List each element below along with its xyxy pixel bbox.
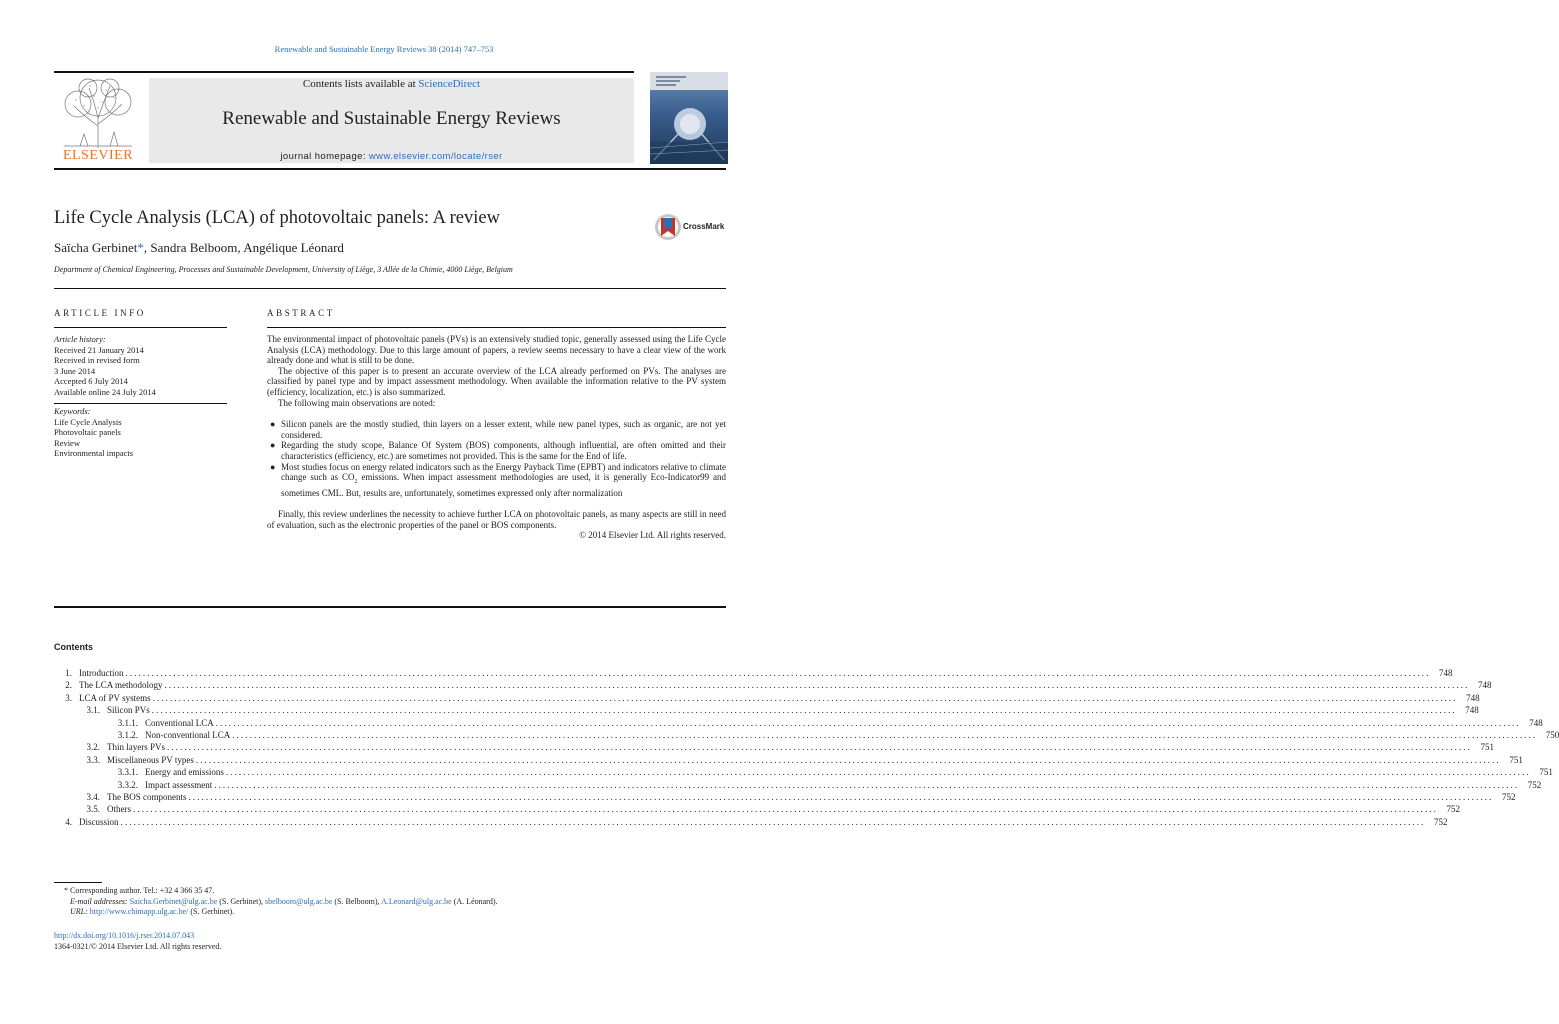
- toc-entry-page[interactable]: 748: [1465, 705, 1479, 716]
- abstract-body: [267, 334, 726, 541]
- abstract-bottom-rule: [54, 606, 726, 608]
- toc-entry-title[interactable]: Silicon PVs: [107, 705, 150, 716]
- elsevier-wordmark: ELSEVIER: [62, 148, 134, 163]
- keywords-rule: [54, 403, 227, 404]
- toc-entry-title[interactable]: Conventional LCA: [145, 717, 214, 728]
- crossmark-icon: [654, 212, 684, 242]
- copyright: © 2014 Elsevier Ltd. All rights reserved.: [579, 530, 726, 541]
- toc-entry-number: 2.: [65, 680, 72, 691]
- keyword: Photovoltaic panels: [54, 427, 121, 438]
- toc-entry-title[interactable]: Energy and emissions: [145, 767, 224, 778]
- doi-block: [54, 931, 221, 952]
- abstract-rule: [267, 327, 726, 328]
- list-item: [267, 462, 726, 499]
- email-link[interactable]: sbelboom@ulg.ac.be: [265, 896, 333, 906]
- author-list: [54, 240, 344, 256]
- list-item: [267, 440, 726, 461]
- toc-entry-title[interactable]: Others: [107, 804, 131, 815]
- table-of-contents: [54, 668, 1559, 829]
- toc-entry-number: 3.4.: [86, 791, 100, 802]
- bullet-icon: ●: [270, 419, 276, 430]
- footnotes: [54, 886, 498, 918]
- toc-entry-page[interactable]: 751: [1539, 767, 1553, 778]
- toc-leader-dots: ............................................................................................................................................................................................................................................................................................................: [152, 692, 1458, 703]
- toc-entry-title[interactable]: Miscellaneous PV types: [107, 754, 194, 765]
- abstract-heading: ABSTRACT: [267, 308, 335, 318]
- journal-citation[interactable]: Renewable and Sustainable Energy Reviews 38 (2014) 747–753: [274, 44, 494, 54]
- history-line: Available online 24 July 2014: [54, 386, 156, 397]
- toc-entry-number: 3.1.: [86, 705, 100, 716]
- section-rule: [54, 288, 726, 289]
- toc-entry[interactable]: [54, 791, 1516, 804]
- url-owner: (S. Gerbinet).: [188, 907, 235, 917]
- toc-entry-number: 3.: [65, 692, 72, 703]
- email-owner: (S. Gerbinet),: [217, 896, 266, 906]
- history-line: Received 21 January 2014: [54, 344, 144, 355]
- bullet-icon: ●: [270, 440, 276, 451]
- toc-leader-dots: ............................................................................................................................................................................................................................................................................................................: [164, 680, 1470, 691]
- toc-entry-page[interactable]: 748: [1439, 668, 1453, 678]
- toc-leader-dots: ............................................................................................................................................................................................................................................................................................................: [120, 816, 1426, 827]
- email-link[interactable]: A.Leonard@ulg.ac.be: [381, 896, 452, 906]
- contents-available-line: [149, 78, 634, 90]
- toc-entry[interactable]: [54, 717, 1543, 730]
- toc-entry[interactable]: [54, 742, 1494, 754]
- list-item-text: Most studies focus on energy related indicators such as the Energy Payback Time (EPBT) and indicators relative to climate change such as CO: [281, 461, 726, 483]
- author-name: Saïcha Gerbinet: [54, 240, 138, 255]
- toc-entry-number: 3.5.: [86, 804, 100, 815]
- toc-leader-dots: ............................................................................................................................................................................................................................................................................................................: [188, 791, 1494, 802]
- toc-entry-page[interactable]: 751: [1509, 754, 1523, 765]
- list-item-text: Silicon panels are the mostly studied, thin layers on a lesser extent, while new panel types, such as organic, are not yet considered.: [281, 419, 726, 440]
- toc-entry-number: 3.3.2.: [117, 779, 138, 790]
- journal-cover-image[interactable]: [650, 72, 728, 164]
- url-line: [54, 907, 498, 918]
- homepage-prefix: journal homepage:: [280, 151, 369, 162]
- article-info-heading: ARTICLE INFO: [54, 308, 146, 318]
- toc-entry-title[interactable]: The LCA methodology: [79, 680, 163, 691]
- toc-entry[interactable]: [54, 668, 1453, 680]
- toc-entry-title[interactable]: Discussion: [79, 816, 119, 827]
- abstract-paragraph: Finally, this review underlines the necessity to achieve further LCA on photovoltaic panels, as many aspects are still in need of evaluation, such as the electronic properties of the panel or BOS components.: [267, 509, 726, 530]
- sciencedirect-link[interactable]: ScienceDirect: [418, 78, 481, 90]
- author-name: Angélique Léonard: [243, 240, 344, 255]
- toc-entry-title[interactable]: Non-conventional LCA: [145, 729, 231, 740]
- keyword: Life Cycle Analysis: [54, 416, 122, 427]
- toc-entry-page[interactable]: 751: [1480, 742, 1494, 753]
- history-line: 3 June 2014: [54, 365, 96, 376]
- masthead-rule: [54, 168, 726, 170]
- issn-line: 1364-0321/© 2014 Elsevier Ltd. All rights reserved.: [54, 941, 222, 951]
- corresponding-author-note: * Corresponding author. Tel.: +32 4 366 35 47.: [64, 886, 215, 895]
- subscript: 2: [354, 478, 358, 485]
- toc-leader-dots: ............................................................................................................................................................................................................................................................................................................: [151, 705, 1457, 716]
- list-item-text: Regarding the study scope, Balance Of System (BOS) components, although influential, are often omitted and their characteristics (efficiency, etc.) are sometimes not provided. This is the same for the End of life.: [281, 440, 726, 461]
- toc-entry-page[interactable]: 752: [1527, 779, 1542, 790]
- history-line: Received in revised form: [54, 355, 140, 366]
- toc-entry-number: 3.1.2.: [117, 729, 138, 740]
- homepage-link[interactable]: www.elsevier.com/locate/rser: [368, 151, 503, 162]
- email-label: E-mail addresses:: [70, 896, 128, 906]
- toc-entry[interactable]: [54, 767, 1553, 779]
- crossmark-label[interactable]: CrossMark: [683, 222, 725, 231]
- toc-entry-page[interactable]: 748: [1478, 680, 1492, 691]
- article-info-rule: [54, 327, 227, 328]
- toc-leader-dots: ............................................................................................................................................................................................................................................................................................................: [133, 804, 1438, 815]
- toc-entry-number: 1.: [65, 668, 72, 678]
- toc-entry-page[interactable]: 752: [1434, 816, 1448, 827]
- toc-leader-dots: ............................................................................................................................................................................................................................................................................................................: [215, 717, 1521, 728]
- toc-entry-number: 3.3.: [86, 754, 100, 765]
- email-line: [54, 897, 498, 908]
- footnote-rule: [54, 882, 102, 883]
- keywords-label: Keywords:: [54, 406, 91, 416]
- article-history: [54, 334, 229, 398]
- toc-entry-page[interactable]: 748: [1466, 692, 1480, 703]
- toc-entry-page[interactable]: 752: [1446, 804, 1460, 815]
- author-separator: ,: [143, 240, 151, 255]
- toc-entry[interactable]: [54, 779, 1542, 792]
- contents-heading: Contents: [54, 642, 93, 652]
- author-name: Sandra Belboom: [150, 240, 238, 255]
- toc-entry[interactable]: [54, 692, 1480, 705]
- observations-list: [267, 419, 726, 498]
- toc-leader-dots: ............................................................................................................................................................................................................................................................................................................: [225, 767, 1531, 778]
- url-label: URL:: [70, 907, 88, 917]
- journal-title: Renewable and Sustainable Energy Reviews: [222, 108, 561, 129]
- toc-entry[interactable]: [54, 680, 1492, 692]
- toc-entry-number: 4.: [65, 816, 72, 827]
- paper-title: Life Cycle Analysis (LCA) of photovoltaic panels: A review: [54, 208, 500, 228]
- abstract-paragraph: The environmental impact of photovoltaic panels (PVs) is an extensively studied topic, generally assessed using the Life Cycle Analysis (LCA) methodology. Due to this large amount of papers, a review seems necessary to have a clear view of the work already done and what is still to be done.: [267, 334, 726, 366]
- toc-leader-dots: ............................................................................................................................................................................................................................................................................................................: [167, 742, 1472, 753]
- abstract-paragraph: The objective of this paper is to present an accurate overview of the LCA already performed on PVs. The analyses are classified by panel type and by impact assessment methodology. When available the information relative to the PV system (efficiency, localization, etc.) is also summarized.: [267, 365, 726, 397]
- history-line: Accepted 6 July 2014: [54, 376, 128, 387]
- toc-entry-number: 3.3.1.: [117, 767, 138, 778]
- toc-entry[interactable]: [54, 729, 1559, 742]
- toc-entry-title[interactable]: LCA of PV systems: [79, 692, 151, 703]
- toc-leader-dots: ............................................................................................................................................................................................................................................................................................................: [195, 754, 1501, 765]
- list-item: [267, 419, 726, 440]
- bullet-icon: ●: [270, 461, 276, 472]
- keywords: [54, 406, 229, 459]
- keyword: Review: [54, 437, 80, 448]
- toc-entry[interactable]: [54, 804, 1460, 816]
- toc-entry-page[interactable]: 748: [1529, 717, 1543, 728]
- doi-link[interactable]: http://dx.doi.org/10.1016/j.rser.2014.07.043: [54, 931, 195, 940]
- toc-leader-dots: ............................................................................................................................................................................................................................................................................................................: [214, 779, 1520, 790]
- affiliation: Department of Chemical Engineering, Processes and Sustainable Development, University of Liège, 3 Allée de la Chimie, 4000 Liège, Belgium: [54, 265, 513, 274]
- toc-entry-page[interactable]: 752: [1502, 791, 1516, 802]
- journal-homepage-line: [149, 151, 634, 162]
- email-owner: (A. Léonard).: [451, 896, 498, 906]
- toc-entry-number: 3.1.1.: [117, 717, 138, 728]
- toc-entry-page[interactable]: 750: [1545, 729, 1559, 740]
- toc-leader-dots: ............................................................................................................................................................................................................................................................................................................: [232, 729, 1538, 740]
- toc-entry[interactable]: [54, 754, 1523, 767]
- toc-leader-dots: ............................................................................................................................................................................................................................................................................................................: [125, 668, 1431, 678]
- keyword: Environmental impacts: [54, 448, 134, 459]
- abstract-paragraph: The following main observations are noted:: [278, 397, 436, 408]
- email-owner: (S. Belboom),: [332, 896, 382, 906]
- contents-prefix: Contents lists available at: [302, 78, 419, 90]
- toc-entry-title[interactable]: The BOS components: [107, 791, 187, 802]
- email-link[interactable]: Saicha.Gerbinet@ulg.ac.be: [129, 896, 218, 906]
- toc-entry-title[interactable]: Impact assessment: [145, 779, 213, 790]
- corresponding-author-mark[interactable]: *: [137, 240, 144, 255]
- header-rule: [54, 71, 634, 73]
- toc-entry[interactable]: [54, 816, 1448, 829]
- author-separator: ,: [237, 240, 244, 255]
- toc-entry-title[interactable]: Introduction: [79, 668, 124, 678]
- list-item-text: emissions. When impact assessment methodologies are used, it is generally Eco-Indicator99 and sometimes CML. But, results are, unfortunately, sometimes expressed only after normalization: [281, 472, 727, 498]
- toc-entry-number: 3.2.: [86, 742, 100, 753]
- history-label: Article history:: [54, 334, 106, 344]
- url-link[interactable]: http://www.chimapp.ulg.ac.be/: [89, 907, 189, 917]
- toc-entry[interactable]: [54, 705, 1479, 717]
- toc-entry-title[interactable]: Thin layers PVs: [107, 742, 165, 753]
